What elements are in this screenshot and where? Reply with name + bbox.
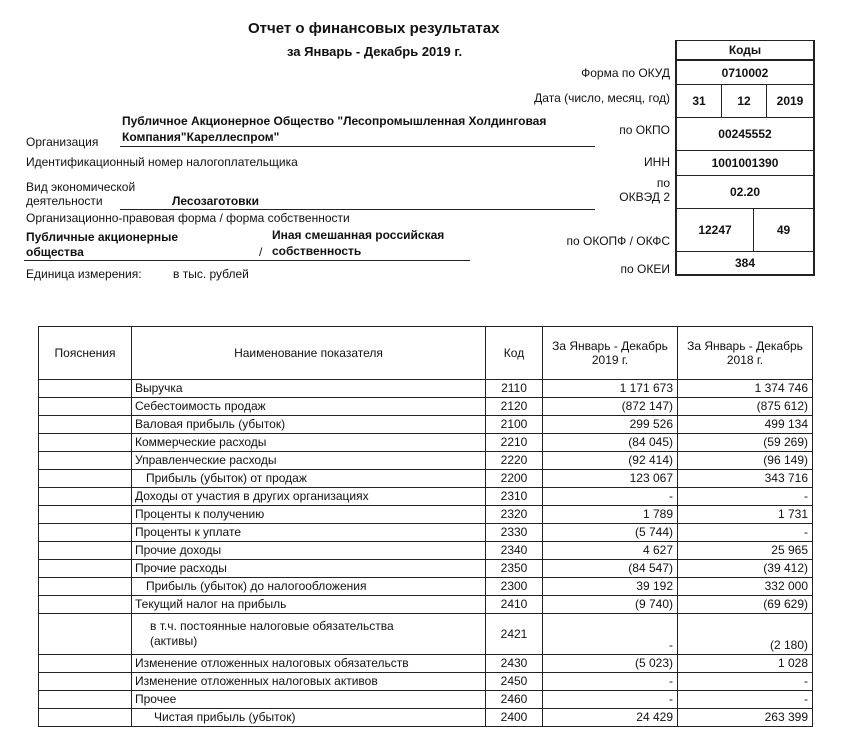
col-2018-header-line1: За Январь - Декабрь (687, 339, 803, 353)
table-row (39, 578, 813, 596)
row-name: Прочие расходы (132, 560, 486, 578)
row-name: Чистая прибыль (убыток) (132, 709, 486, 727)
row-name: Управленческие расходы (132, 452, 486, 470)
activity-label-line1: Вид экономической (26, 180, 136, 194)
row-value-2019: (84 547) (543, 560, 678, 578)
table-row (39, 614, 813, 655)
notes-cell (39, 434, 132, 452)
row-name: Изменение отложенных налоговых обязательств (132, 655, 486, 673)
row-value-2019: - (543, 691, 678, 709)
row-name: Изменение отложенных налоговых активов (132, 673, 486, 691)
row-name-line2: (активы) (150, 634, 198, 648)
row-value-2019: (84 045) (543, 434, 678, 452)
legal-form-line2: общества (26, 245, 84, 259)
row-code: 2400 (486, 709, 543, 727)
row-value-2018: - (678, 488, 813, 506)
table-row (39, 691, 813, 709)
row-name: Текущий налог на прибыль (132, 596, 486, 614)
ownership-line2: собственность (272, 244, 362, 258)
row-value-2018: - (678, 524, 813, 542)
table-row (39, 488, 813, 506)
okei-code: 384 (734, 256, 756, 270)
org-name-line1: Публичное Акционерное Общество "Лесопромышленная Холдинговая (122, 114, 547, 128)
notes-cell (39, 578, 132, 596)
table-row (39, 655, 813, 673)
okopf-okfs-cells (677, 209, 813, 252)
row-name: Прочее (132, 691, 486, 709)
org-name-line2: Компания"Кареллеспром" (122, 130, 280, 144)
notes-cell (39, 380, 132, 398)
report-title: Отчет о финансовых результатах (248, 20, 500, 37)
row-value-2018: 1 374 746 (678, 380, 813, 398)
col-2018-header-line2: 2018 г. (726, 353, 764, 367)
legal-form-underline (24, 260, 470, 261)
activity-label-line2: деятельности (26, 194, 103, 208)
row-code: 2200 (486, 470, 543, 488)
date-year: 2019 (776, 94, 804, 108)
row-code: 2350 (486, 560, 543, 578)
row-value-2019: (5 744) (543, 524, 678, 542)
okei-label: по ОКЕИ (620, 262, 670, 276)
table-row (39, 398, 813, 416)
table-row (39, 560, 813, 578)
notes-cell (39, 416, 132, 434)
codes-header: Коды (677, 41, 813, 61)
okfs-code: 49 (776, 223, 791, 237)
notes-cell (39, 614, 132, 655)
notes-cell (39, 452, 132, 470)
form-okud-label: Форма по ОКУД (581, 66, 670, 80)
row-code: 2220 (486, 452, 543, 470)
unit-value: в тыс. рублей (173, 267, 249, 281)
org-underline (120, 146, 595, 147)
okud-code: 0710002 (677, 61, 813, 85)
table-row (39, 380, 813, 398)
notes-cell (39, 398, 132, 416)
row-value-2018: 263 399 (678, 709, 813, 727)
col-2019-header-line2: 2019 г. (591, 353, 629, 367)
row-code: 2120 (486, 398, 543, 416)
notes-cell (39, 691, 132, 709)
table-row (39, 470, 813, 488)
row-value-2019: 1 789 (543, 506, 678, 524)
row-value-2018: 332 000 (678, 578, 813, 596)
row-name: Валовая прибыль (убыток) (132, 416, 486, 434)
row-code: 2100 (486, 416, 543, 434)
report-period: за Январь - Декабрь 2019 г. (287, 44, 463, 59)
table-row (39, 709, 813, 727)
col-name-header: Наименование показателя (132, 327, 486, 380)
col-2018-header (678, 327, 813, 380)
financial-results-table (38, 326, 813, 727)
legal-form-line1: Публичные акционерные (26, 230, 179, 244)
col-notes-header: Пояснения (39, 327, 132, 380)
row-code: 2310 (486, 488, 543, 506)
col-2019-header (543, 327, 678, 380)
row-code: 2450 (486, 673, 543, 691)
row-value-2018: (2 180) (678, 614, 813, 655)
row-code: 2340 (486, 542, 543, 560)
row-code: 2410 (486, 596, 543, 614)
row-name: Прибыль (убыток) до налогообложения (132, 578, 486, 596)
row-code: 2320 (486, 506, 543, 524)
row-value-2018: - (678, 691, 813, 709)
row-value-2019: 24 429 (543, 709, 678, 727)
inn-short-label: ИНН (644, 155, 670, 169)
table-row (39, 416, 813, 434)
row-value-2019: 1 171 673 (543, 380, 678, 398)
table-header-row (39, 327, 813, 380)
org-label: Организация (26, 135, 99, 149)
row-value-2018: (59 269) (678, 434, 813, 452)
row-value-2018: (69 629) (678, 596, 813, 614)
legal-form-label: Организационно-правовая форма / форма собственности (26, 211, 350, 225)
row-name: Прибыль (убыток) от продаж (132, 470, 486, 488)
row-code: 2330 (486, 524, 543, 542)
col-2019-header-line1: За Январь - Декабрь (552, 339, 668, 353)
row-name (132, 614, 486, 655)
notes-cell (39, 542, 132, 560)
date-cells (677, 85, 813, 118)
notes-cell (39, 673, 132, 691)
notes-cell (39, 506, 132, 524)
date-label: Дата (число, месяц, год) (534, 91, 670, 105)
activity-value: Лесозаготовки (172, 194, 259, 208)
row-value-2018: 1 028 (678, 655, 813, 673)
okpo-code: 00245552 (677, 118, 813, 151)
row-value-2019: - (543, 614, 678, 655)
date-day: 31 (677, 85, 722, 117)
table-row (39, 506, 813, 524)
row-value-2018: 343 716 (678, 470, 813, 488)
row-value-2018: (96 149) (678, 452, 813, 470)
okved-label-line2: ОКВЭД 2 (619, 190, 670, 204)
table-row (39, 434, 813, 452)
row-code: 2110 (486, 380, 543, 398)
row-name-line1: в т.ч. постоянные налоговые обязательства (150, 619, 394, 633)
row-value-2018: 25 965 (678, 542, 813, 560)
row-code: 2430 (486, 655, 543, 673)
row-value-2018: (875 612) (678, 398, 813, 416)
table-row (39, 596, 813, 614)
table-row (39, 673, 813, 691)
notes-cell (39, 524, 132, 542)
row-code: 2460 (486, 691, 543, 709)
row-name: Себестоимость продаж (132, 398, 486, 416)
row-value-2019: - (543, 673, 678, 691)
ownership-line1: Иная смешанная российская (272, 228, 445, 242)
row-value-2019: (92 414) (543, 452, 678, 470)
col-code-header: Код (486, 327, 543, 380)
notes-cell (39, 560, 132, 578)
unit-label: Единица измерения: (26, 267, 142, 281)
codes-box (675, 40, 815, 276)
okved-label-line1: по (656, 176, 670, 190)
row-name: Коммерческие расходы (132, 434, 486, 452)
okopf-code: 12247 (677, 209, 754, 251)
okopf-label: по ОКОПФ / ОКФС (566, 234, 670, 248)
okpo-label: по ОКПО (619, 123, 670, 137)
row-name: Доходы от участия в других организациях (132, 488, 486, 506)
inn-code: 1001001390 (677, 151, 813, 176)
activity-underline (120, 209, 595, 210)
row-name: Проценты к получению (132, 506, 486, 524)
okved-code: 02.20 (677, 176, 813, 209)
row-value-2019: (872 147) (543, 398, 678, 416)
row-name: Проценты к уплате (132, 524, 486, 542)
row-value-2019: - (543, 488, 678, 506)
table-row (39, 542, 813, 560)
row-value-2019: (9 740) (543, 596, 678, 614)
row-value-2019: (5 023) (543, 655, 678, 673)
notes-cell (39, 655, 132, 673)
notes-cell (39, 470, 132, 488)
row-value-2018: 1 731 (678, 506, 813, 524)
row-name: Прочие доходы (132, 542, 486, 560)
notes-cell (39, 596, 132, 614)
row-value-2019: 39 192 (543, 578, 678, 596)
row-value-2019: 4 627 (543, 542, 678, 560)
row-value-2019: 299 526 (543, 416, 678, 434)
notes-cell (39, 488, 132, 506)
date-month: 12 (722, 85, 767, 117)
slash-separator: / (259, 245, 263, 259)
table-row (39, 524, 813, 542)
row-code: 2300 (486, 578, 543, 596)
row-value-2018: 499 134 (678, 416, 813, 434)
row-value-2018: - (678, 673, 813, 691)
row-code: 2210 (486, 434, 543, 452)
okved-label (619, 176, 670, 204)
row-code: 2421 (486, 614, 543, 655)
row-value-2019: 123 067 (543, 470, 678, 488)
row-value-2018: (39 412) (678, 560, 813, 578)
table-row (39, 452, 813, 470)
inn-label: Идентификационный номер налогоплательщика (26, 155, 298, 169)
row-name: Выручка (132, 380, 486, 398)
notes-cell (39, 709, 132, 727)
